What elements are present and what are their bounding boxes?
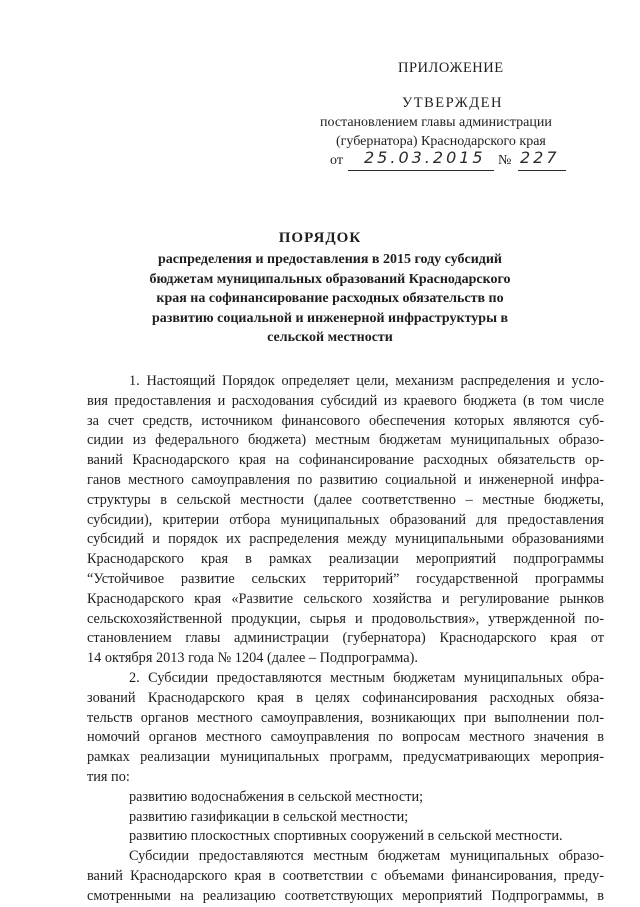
paragraph-line: тия по:	[87, 768, 130, 785]
approval-line: (губернатора) Краснодарского края	[336, 134, 546, 149]
paragraph-line: становлением главы администрации (губернатора) Краснодарского края от	[87, 630, 604, 647]
approval-date-line	[330, 148, 575, 173]
paragraph-line: Краснодарского края в рамках реализации мероприятий подпрограммы	[87, 551, 604, 568]
date-prefix: от	[330, 153, 343, 168]
approved-label: УТВЕРЖДЕН	[402, 95, 503, 111]
document-subtitle	[140, 250, 520, 348]
subtitle-line: распределения и предоставления в 2015 году субсидий	[158, 252, 502, 267]
subtitle-line: развитию социальной и инженерной инфраструктуры в	[151, 310, 509, 326]
paragraph-line: 2. Субсидии предоставляются местным бюджетам муниципальных обра-	[129, 669, 604, 686]
paragraph-line: “Устойчивое развитие сельских территорий” государственной программы	[87, 570, 604, 587]
paragraph-line: вия предоставления и расходования субсидий из краевого бюджета (в том числе	[87, 392, 604, 409]
paragraph-line: субсидий и порядок их распределения между муниципальными образованиями	[87, 531, 604, 548]
paragraph-line: Краснодарского края «Развитие сельского хозяйства и регулирование рынков	[87, 590, 604, 607]
document-body	[87, 372, 604, 907]
subtitle-line: сельской местности	[267, 330, 393, 345]
handwritten-number: 227	[520, 148, 560, 167]
paragraph-line: ганов местного самоуправления по развитию социальной и инженерной инфра-	[87, 471, 604, 488]
paragraph-line: ваний Краснодарского края в соответствии с объемами финансирования, преду-	[87, 867, 604, 884]
list-item: развитию плоскостных спортивных сооружений в сельской местности.	[129, 828, 563, 845]
paragraph-line: за счет средств, источником финансового обеспечения которых являются суб-	[87, 412, 604, 429]
appendix-label: ПРИЛОЖЕНИЕ	[398, 60, 504, 76]
subtitle-line: бюджетам муниципальных образований Краснодарского	[149, 271, 511, 287]
handwritten-date: 25.03.2015	[364, 148, 486, 167]
paragraph-line: 14 октября 2013 года № 1204 (далее – Подпрограмма).	[87, 650, 418, 667]
paragraph-line: номочий органов местного самоуправления по вопросам местного значения в	[87, 729, 604, 746]
list-item: развитию водоснабжения в сельской местности;	[129, 788, 424, 805]
paragraph-line: сельскохозяйственной продукции, сырья и продовольствия», утвержденной по-	[87, 610, 604, 627]
paragraph-line: смотренными на реализацию соответствующих мероприятий Подпрограммы, в	[87, 887, 604, 904]
paragraph-line: субсидии), критерии отбора муниципальных образований для предоставления	[87, 511, 604, 528]
paragraph-line: зований Краснодарского края в целях софинансирования расходных обяза-	[87, 689, 604, 706]
paragraph-line: 1. Настоящий Порядок определяет цели, механизм распределения и усло-	[129, 373, 604, 389]
number-prefix: №	[498, 153, 512, 168]
paragraph-line: ваний Краснодарского края на софинансирование расходных обязательств ор-	[87, 452, 604, 469]
subtitle-line: края на софинансирование расходных обязательств по	[156, 291, 504, 306]
paragraph-line: рамках реализации муниципальных программ, предусматривающих мероприя-	[87, 749, 604, 766]
list-item: развитию газификации в сельской местности;	[129, 808, 409, 825]
paragraph-line: Субсидии предоставляются местным бюджетам муниципальных образо-	[129, 848, 604, 865]
date-underline	[348, 170, 494, 171]
document-title: ПОРЯДОК	[278, 230, 362, 246]
paragraph-line: сидии из федерального бюджета) местным бюджетам муниципальных образо-	[87, 432, 604, 449]
number-underline	[518, 170, 566, 171]
approval-line: постановлением главы администрации	[320, 115, 552, 130]
paragraph-line: тельств органов местного самоуправления, возникающих при выполнении пол-	[87, 709, 604, 726]
paragraph-line: структуры в сельской местности (далее соответственно – местные бюджеты,	[87, 491, 604, 508]
